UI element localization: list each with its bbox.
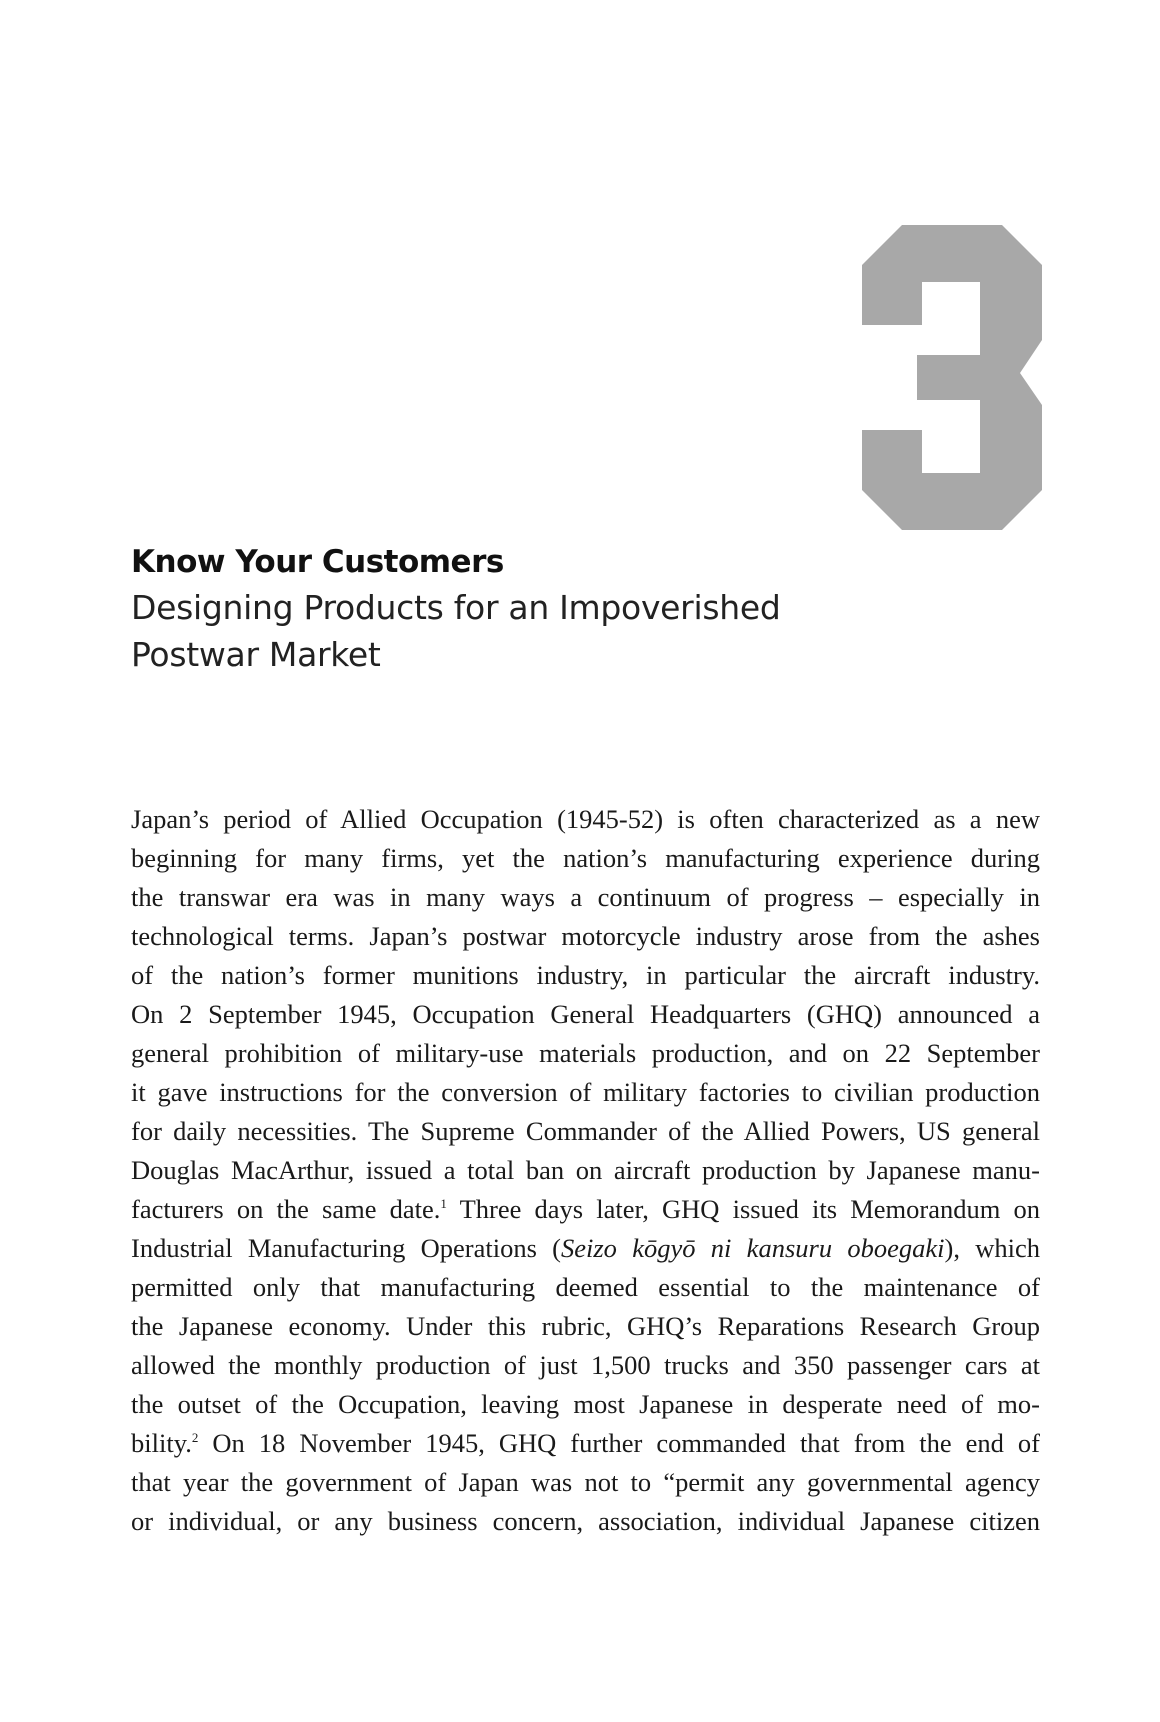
- line-text-after: ), which: [944, 1233, 1040, 1263]
- body-text-line: general prohibition of military-use materials production, and on 22 September: [131, 1038, 1040, 1068]
- line-text-before: facturers on the same date.: [131, 1194, 441, 1224]
- chapter-title: Know Your Customers: [131, 544, 504, 580]
- chapter-number-graphic: [862, 225, 1042, 530]
- line-text-before: Industrial Manufacturing Operations (: [131, 1233, 561, 1263]
- body-text-line: On 2 September 1945, Occupation General Headquarters (GHQ) announced a: [131, 999, 1040, 1029]
- body-text-line: [131, 1190, 1040, 1229]
- chapter-number-label: 3: [948, 417, 956, 428]
- line-text-after: On 18 November 1945, GHQ further commanded that from the end of: [198, 1428, 1040, 1458]
- body-paragraph: [131, 800, 1040, 1541]
- body-text-line: allowed the monthly production of just 1,500 trucks and 350 passenger cars at: [131, 1350, 1040, 1380]
- italic-title: Seizo kōgyō ni kansuru oboegaki: [561, 1233, 945, 1263]
- body-text-line: the transwar era was in many ways a continuum of progress – especially in: [131, 882, 1040, 912]
- body-text-line: the outset of the Occupation, leaving most Japanese in desperate need of mo-: [131, 1389, 1040, 1419]
- chapter-number-glyph: [862, 225, 1042, 530]
- body-text-line: permitted only that manufacturing deemed essential to the maintenance of: [131, 1272, 1040, 1302]
- chapter-heading: [131, 540, 891, 678]
- footnote-marker[interactable]: 2: [191, 1430, 199, 1446]
- body-text-line: of the nation’s former munitions industry, in particular the aircraft industry.: [131, 960, 1040, 990]
- body-text-line: Japan’s period of Allied Occupation (1945-52) is often characterized as a new: [131, 804, 1040, 834]
- body-text-line: technological terms. Japan’s postwar motorcycle industry arose from the ashes: [131, 921, 1040, 951]
- body-text-line: Douglas MacArthur, issued a total ban on aircraft production by Japanese manu-: [131, 1155, 1040, 1185]
- chapter-subtitle: Designing Products for an Impoverished Postwar Market: [131, 588, 781, 674]
- line-text-before: bility.: [131, 1428, 192, 1458]
- body-text-line: for daily necessities. The Supreme Commander of the Allied Powers, US general: [131, 1116, 1040, 1146]
- body-text-line: that year the government of Japan was not to “permit any governmental agency: [131, 1467, 1040, 1497]
- body-text-line: or individual, or any business concern, association, individual Japanese citizen: [131, 1506, 1040, 1536]
- body-text-line: [131, 1229, 1040, 1268]
- body-text-line: it gave instructions for the conversion of military factories to civilian production: [131, 1077, 1040, 1107]
- body-text-line: the Japanese economy. Under this rubric, GHQ’s Reparations Research Group: [131, 1311, 1040, 1341]
- body-text-line: beginning for many firms, yet the nation’s manufacturing experience during: [131, 843, 1040, 873]
- footnote-marker[interactable]: 1: [440, 1196, 447, 1212]
- line-text-after: Three days later, GHQ issued its Memorandum on: [446, 1194, 1040, 1224]
- body-text-line: [131, 1424, 1040, 1463]
